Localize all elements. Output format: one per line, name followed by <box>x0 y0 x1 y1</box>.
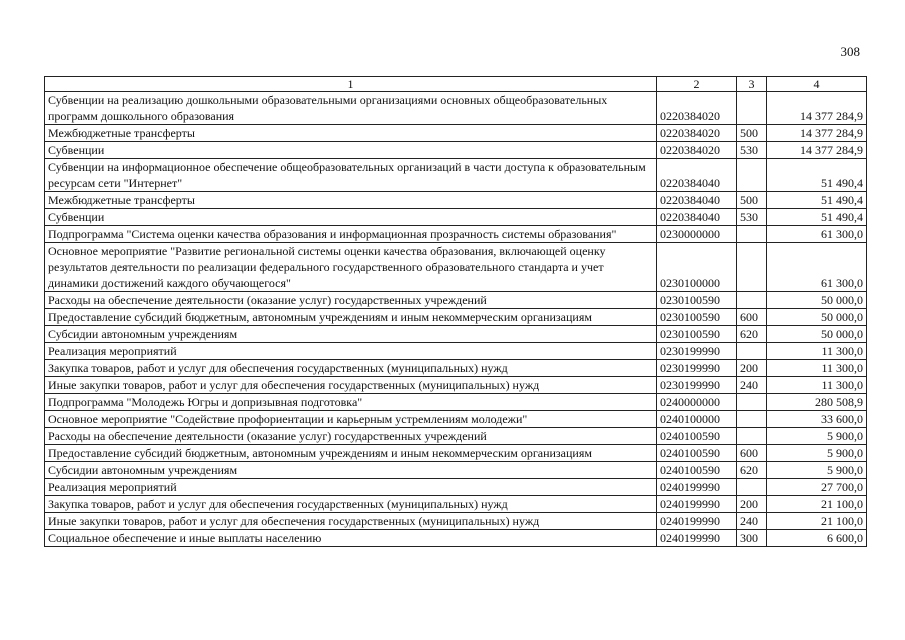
row-code: 0220384020 <box>657 92 737 125</box>
row-name: Основное мероприятие "Развитие региональной системы оценки качества образования, включающей оценку результатов деятельности по реализации федерального государственного образовательного стандарта и учет динамики достижений каждого обучающегося" <box>45 243 657 292</box>
page-number: 308 <box>840 44 860 59</box>
row-amount: 5 900,0 <box>767 428 867 445</box>
row-expense-type <box>737 479 767 496</box>
row-name: Иные закупки товаров, работ и услуг для обеспечения государственных (муниципальных) нужд <box>45 377 657 394</box>
row-code: 0220384020 <box>657 125 737 142</box>
table-row <box>45 142 867 159</box>
row-name: Субвенции <box>45 209 657 226</box>
row-code: 0230100000 <box>657 243 737 292</box>
table-row <box>45 360 867 377</box>
table-row <box>45 192 867 209</box>
row-name: Субвенции на информационное обеспечение общеобразовательных организаций в части доступа к образовательным ресурсам сети "Интернет" <box>45 159 657 192</box>
row-expense-type: 620 <box>737 326 767 343</box>
row-amount: 280 508,9 <box>767 394 867 411</box>
row-amount: 51 490,4 <box>767 159 867 192</box>
row-code: 0230100590 <box>657 309 737 326</box>
row-expense-type <box>737 343 767 360</box>
table-row <box>45 462 867 479</box>
row-amount: 11 300,0 <box>767 377 867 394</box>
row-code: 0230100590 <box>657 326 737 343</box>
table-row <box>45 428 867 445</box>
row-code: 0220384020 <box>657 142 737 159</box>
row-expense-type: 240 <box>737 513 767 530</box>
row-expense-type: 500 <box>737 125 767 142</box>
table-row <box>45 292 867 309</box>
row-expense-type <box>737 159 767 192</box>
row-name: Подпрограмма "Система оценки качества образования и информационная прозрачность системы образования" <box>45 226 657 243</box>
header-row <box>45 77 867 92</box>
row-name: Субсидии автономным учреждениям <box>45 326 657 343</box>
row-expense-type: 300 <box>737 530 767 547</box>
row-expense-type: 530 <box>737 209 767 226</box>
row-expense-type: 600 <box>737 445 767 462</box>
row-name: Расходы на обеспечение деятельности (оказание услуг) государственных учреждений <box>45 292 657 309</box>
row-name: Субвенции на реализацию дошкольными образовательными организациями основных общеобразовательных программ дошкольного образования <box>45 92 657 125</box>
row-expense-type: 240 <box>737 377 767 394</box>
row-name: Реализация мероприятий <box>45 343 657 360</box>
table-row <box>45 226 867 243</box>
row-name: Предоставление субсидий бюджетным, автономным учреждениям и иным некоммерческим организациям <box>45 445 657 462</box>
row-expense-type: 200 <box>737 496 767 513</box>
row-code: 0230000000 <box>657 226 737 243</box>
row-name: Реализация мероприятий <box>45 479 657 496</box>
header-col-code: 2 <box>657 77 737 92</box>
header-col-amount: 4 <box>767 77 867 92</box>
row-code: 0230199990 <box>657 360 737 377</box>
row-name: Расходы на обеспечение деятельности (оказание услуг) государственных учреждений <box>45 428 657 445</box>
row-amount: 51 490,4 <box>767 209 867 226</box>
row-code: 0240100000 <box>657 411 737 428</box>
row-amount: 50 000,0 <box>767 309 867 326</box>
row-name: Социальное обеспечение и иные выплаты населению <box>45 530 657 547</box>
row-expense-type: 530 <box>737 142 767 159</box>
row-amount: 11 300,0 <box>767 360 867 377</box>
row-expense-type <box>737 428 767 445</box>
budget-table <box>44 76 867 547</box>
header-col-name: 1 <box>45 77 657 92</box>
row-amount: 14 377 284,9 <box>767 92 867 125</box>
row-code: 0230100590 <box>657 292 737 309</box>
row-amount: 21 100,0 <box>767 496 867 513</box>
row-name: Иные закупки товаров, работ и услуг для обеспечения государственных (муниципальных) нужд <box>45 513 657 530</box>
table-row <box>45 159 867 192</box>
row-name: Межбюджетные трансферты <box>45 125 657 142</box>
row-code: 0230199990 <box>657 377 737 394</box>
table-row <box>45 445 867 462</box>
row-code: 0220384040 <box>657 192 737 209</box>
row-code: 0230199990 <box>657 343 737 360</box>
row-name: Закупка товаров, работ и услуг для обеспечения государственных (муниципальных) нужд <box>45 360 657 377</box>
row-expense-type: 620 <box>737 462 767 479</box>
row-code: 0240199990 <box>657 479 737 496</box>
table-row <box>45 92 867 125</box>
row-name: Закупка товаров, работ и услуг для обеспечения государственных (муниципальных) нужд <box>45 496 657 513</box>
row-code: 0220384040 <box>657 209 737 226</box>
row-expense-type <box>737 394 767 411</box>
row-amount: 50 000,0 <box>767 292 867 309</box>
row-amount: 61 300,0 <box>767 226 867 243</box>
row-name: Основное мероприятие "Содействие профориентации и карьерным устремлениям молодежи" <box>45 411 657 428</box>
table-row <box>45 209 867 226</box>
row-expense-type <box>737 92 767 125</box>
row-expense-type: 600 <box>737 309 767 326</box>
header-col-vr: 3 <box>737 77 767 92</box>
row-name: Субвенции <box>45 142 657 159</box>
table-row <box>45 411 867 428</box>
row-code: 0240199990 <box>657 530 737 547</box>
row-amount: 51 490,4 <box>767 192 867 209</box>
row-code: 0240100590 <box>657 445 737 462</box>
table-row <box>45 513 867 530</box>
table-row <box>45 377 867 394</box>
table-row <box>45 125 867 142</box>
row-amount: 14 377 284,9 <box>767 142 867 159</box>
row-code: 0240100590 <box>657 462 737 479</box>
row-amount: 5 900,0 <box>767 462 867 479</box>
table-row <box>45 309 867 326</box>
row-amount: 27 700,0 <box>767 479 867 496</box>
row-amount: 14 377 284,9 <box>767 125 867 142</box>
row-name: Субсидии автономным учреждениям <box>45 462 657 479</box>
row-code: 0240199990 <box>657 496 737 513</box>
table-row <box>45 394 867 411</box>
table-row <box>45 530 867 547</box>
row-code: 0220384040 <box>657 159 737 192</box>
row-amount: 11 300,0 <box>767 343 867 360</box>
table-row <box>45 479 867 496</box>
row-code: 0240100590 <box>657 428 737 445</box>
row-expense-type: 200 <box>737 360 767 377</box>
table-row <box>45 326 867 343</box>
row-expense-type <box>737 243 767 292</box>
row-name: Подпрограмма "Молодежь Югры и допризывная подготовка" <box>45 394 657 411</box>
table-row <box>45 496 867 513</box>
row-amount: 50 000,0 <box>767 326 867 343</box>
row-name: Предоставление субсидий бюджетным, автономным учреждениям и иным некоммерческим организациям <box>45 309 657 326</box>
table-body <box>45 92 867 547</box>
row-expense-type <box>737 292 767 309</box>
table-row <box>45 243 867 292</box>
row-code: 0240199990 <box>657 513 737 530</box>
row-code: 0240000000 <box>657 394 737 411</box>
row-expense-type <box>737 411 767 428</box>
row-amount: 33 600,0 <box>767 411 867 428</box>
row-amount: 61 300,0 <box>767 243 867 292</box>
row-amount: 21 100,0 <box>767 513 867 530</box>
row-expense-type <box>737 226 767 243</box>
row-amount: 6 600,0 <box>767 530 867 547</box>
row-expense-type: 500 <box>737 192 767 209</box>
row-amount: 5 900,0 <box>767 445 867 462</box>
row-name: Межбюджетные трансферты <box>45 192 657 209</box>
table-row <box>45 343 867 360</box>
